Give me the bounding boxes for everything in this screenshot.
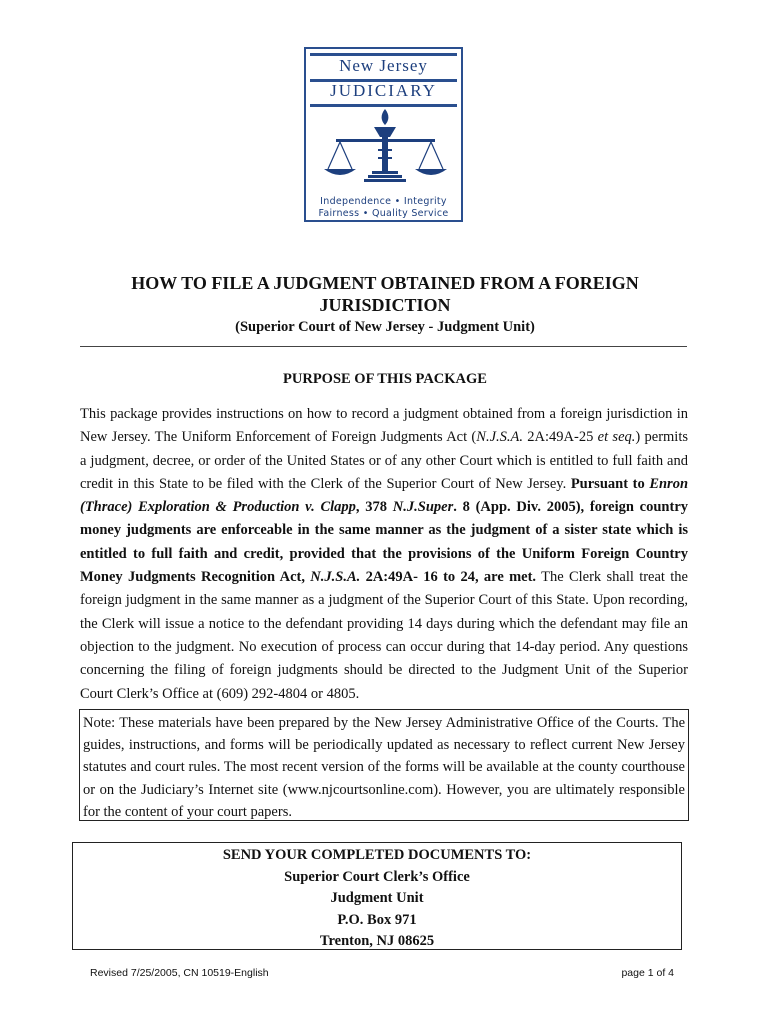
body-text: 2A:49A-25: [523, 429, 598, 446]
et-seq: et seq.: [597, 429, 636, 446]
logo-motto-line2: Fairness • Quality Service: [318, 208, 449, 219]
send-to-heading: SEND YOUR COMPLETED DOCUMENTS TO:: [222, 847, 532, 863]
body-bold-text: Pursuant to: [570, 475, 650, 492]
logo-motto-line1: Independence • Integrity: [320, 196, 447, 207]
body-bold-text: 2A:49A- 16 to 24, are met.: [360, 569, 537, 586]
document-title-line1: HOW TO FILE A JUDGMENT OBTAINED FROM A FOREIGN: [131, 273, 639, 293]
body-text: ) permits a judgment, decree, or order of the United States or of any other Court which is entitled to full faith and credit in this State to be filed with the Clerk of the Superior Court of New Jersey.: [80, 429, 688, 492]
body-text: The Clerk shall treat the foreign judgment in the same manner as a judgment of the Superior Court of this State. Upon recording, the Clerk will issue a notice to the defendant providing 14 days during which the defendant may file an objection to the judgment. No execution of process can occur during that 14-day period. Any questions concerning the filing of foreign judgments should be directed to the Judgment Unit of the Superior Court Clerk’s Office at (609) 292-4804 or 4805.: [80, 569, 688, 702]
nj-judiciary-logo: [304, 47, 463, 222]
section-heading: PURPOSE OF THIS PACKAGE: [283, 371, 487, 387]
address-line: Superior Court Clerk’s Office: [284, 868, 470, 885]
body-bold-text: . 8 (App. Div. 2005), foreign country money judgments are enforceable in the same manner as the judgment of a sister state which is entitled to full faith and credit, provided that the provisions of the Uniform Foreign Country Money Judgments Recognition Act,: [80, 499, 688, 586]
scales-of-justice-icon: [316, 105, 455, 191]
revision-footer: Revised 7/25/2005, CN 10519-English: [90, 967, 269, 979]
document-subtitle: (Superior Court of New Jersey - Judgment Unit): [235, 319, 535, 335]
title-divider: [80, 346, 687, 347]
purpose-paragraph: [80, 403, 688, 706]
address-line: Trenton, NJ 08625: [319, 933, 435, 949]
document-title-line2: JURISDICTION: [319, 295, 451, 315]
send-to-box: [72, 842, 682, 950]
case-name: Enron (Thrace) Exploration & Production v. Clapp: [80, 475, 689, 516]
statute-citation: N.J.S.A.: [310, 569, 361, 586]
address-line: Judgment Unit: [330, 890, 424, 906]
body-bold-text: , 378: [355, 499, 393, 516]
logo-title-line2: JUDICIARY: [330, 81, 437, 100]
body-text: This package provides instructions on how to record a judgment obtained from a foreign jurisdiction in New Jersey. The Uniform Enforcement of Foreign Judgments Act (: [80, 406, 688, 446]
logo-title-line1: New Jersey: [339, 56, 428, 75]
reporter-citation: N.J.Super: [392, 499, 454, 516]
statute-citation: N.J.S.A.: [476, 429, 523, 446]
page-number: page 1 of 4: [621, 967, 674, 979]
note-box: Note: These materials have been prepared by the New Jersey Administrative Office of the Courts. The guides, instructions, and forms will be periodically updated as necessary to reflect current New Jersey statutes and court rules. The most recent version of the forms will be available at the county courthouse or on the Judiciary’s Internet site (www.njcourtsonline.com). However, you are ultimately responsible for the content of your court papers.: [79, 709, 689, 821]
address-line: P.O. Box 971: [337, 911, 417, 928]
